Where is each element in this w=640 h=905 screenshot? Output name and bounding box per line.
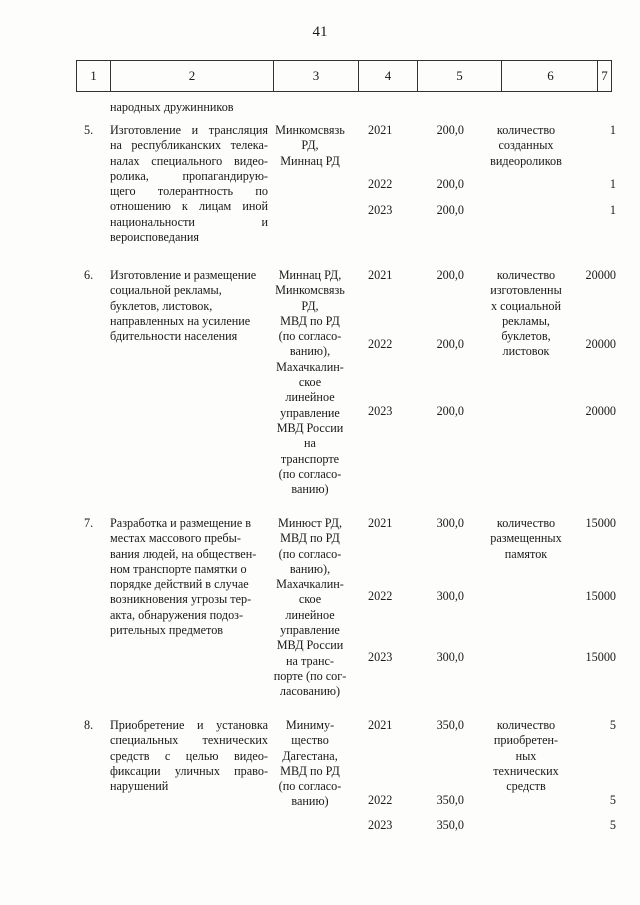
executor-line: управление xyxy=(280,405,340,420)
row-description xyxy=(110,268,268,344)
row-amount: 350,0 xyxy=(436,818,464,832)
indicator-line: видеороликов xyxy=(490,153,562,168)
row-description xyxy=(110,123,268,245)
row-year: 2022 xyxy=(368,177,393,191)
row-amount: 350,0 xyxy=(436,718,464,732)
description-line: щего толерантность по xyxy=(110,184,268,199)
row-number: 8. xyxy=(84,718,94,732)
row-amount: 350,0 xyxy=(436,793,464,807)
executor-line: МВД по РД xyxy=(280,763,340,778)
row-year: 2021 xyxy=(368,718,393,732)
description-line: порядке действий в случае xyxy=(110,577,249,592)
row-value: 15000 xyxy=(585,516,616,530)
indicator-line: количество xyxy=(496,718,556,732)
row-amount: 200,0 xyxy=(436,404,464,418)
executor-line: щество xyxy=(291,733,329,748)
row-year: 2023 xyxy=(368,404,393,418)
row-indicator xyxy=(478,123,574,169)
executor-line: (по согласо- xyxy=(278,466,342,481)
executor-line: МВД России xyxy=(276,420,344,435)
description-line: ролика, пропагандирую- xyxy=(110,168,268,183)
executor-line: Минкомсвязь xyxy=(275,283,345,298)
description-line: буклетов, листовок, xyxy=(110,298,213,313)
description-line: местах массового пребы- xyxy=(110,531,241,546)
row-year: 2023 xyxy=(368,650,393,664)
executor-line: МВД России xyxy=(276,638,344,653)
description-line: вероисповедания xyxy=(110,230,200,245)
executor-line: транспорте xyxy=(280,451,340,466)
row-value: 1 xyxy=(609,203,616,217)
indicator-line: изготовленны xyxy=(490,283,562,298)
executor-line: ванию), xyxy=(289,561,331,576)
indicator-line: средств xyxy=(506,779,546,794)
header-col-4: 4 xyxy=(358,61,417,91)
description-line: вания людей, на обществен- xyxy=(110,546,257,561)
executor-line: Миниму- xyxy=(285,718,335,732)
description-line: направленных на усиление xyxy=(110,313,251,328)
row-value: 15000 xyxy=(585,589,616,603)
description-line: национальности и xyxy=(110,214,268,229)
executor-line: РД, xyxy=(301,298,319,313)
description-line: рительных предметов xyxy=(110,623,224,638)
indicator-line: памяток xyxy=(504,546,548,561)
row-number: 5. xyxy=(84,123,94,137)
row-amount: 200,0 xyxy=(436,203,464,217)
description-line: возникновения угрозы тер- xyxy=(110,592,252,607)
row-description xyxy=(110,718,268,794)
executor-line: линейное xyxy=(285,607,335,622)
executor-line: ванию) xyxy=(291,794,329,809)
description-line: специальных технических xyxy=(110,733,268,748)
executor-line: Махачкалин- xyxy=(276,359,344,374)
row-amount: 200,0 xyxy=(436,268,464,282)
description-line: Разработка и размещение в xyxy=(110,516,252,530)
description-line: акта, обнаружения подоз- xyxy=(110,607,244,622)
executor-line: ское xyxy=(298,592,322,607)
row-number: 7. xyxy=(84,516,94,530)
row-year: 2021 xyxy=(368,268,393,282)
indicator-line: приобретен- xyxy=(493,733,559,748)
executor-line: Миннац РД xyxy=(280,153,340,168)
row-year: 2022 xyxy=(368,337,393,351)
indicator-line: ных xyxy=(515,748,537,763)
row-value: 5 xyxy=(609,718,616,732)
row-indicator xyxy=(478,718,574,794)
description-line: Изготовление и размещение xyxy=(110,268,257,282)
row-year: 2023 xyxy=(368,203,393,217)
header-col-1: 1 xyxy=(90,68,97,83)
executor-line: РД, xyxy=(301,138,319,153)
executor-line: (по согласо- xyxy=(278,329,342,344)
indicator-line: буклетов, xyxy=(501,329,551,344)
row-amount: 200,0 xyxy=(436,123,464,137)
page-number: 41 xyxy=(312,24,328,40)
row-number: 6. xyxy=(84,268,94,282)
executor-line: Миннац РД, xyxy=(278,268,342,282)
continuation-text: народных дружинников xyxy=(110,100,234,114)
row-value: 15000 xyxy=(585,650,616,664)
row-amount: 300,0 xyxy=(436,516,464,530)
description-line: нарушений xyxy=(110,779,169,794)
row-value: 20000 xyxy=(585,404,616,418)
description-line: налах специального видео- xyxy=(110,153,268,168)
executor-line: МВД по РД xyxy=(280,531,340,546)
executor-line: ванию), xyxy=(289,344,331,359)
executor-line: ванию) xyxy=(291,482,329,497)
indicator-line: количество xyxy=(496,268,556,282)
row-value: 1 xyxy=(609,177,616,191)
header-col-7: 7 xyxy=(597,61,611,91)
header-col-3: 3 xyxy=(273,61,358,91)
row-executor xyxy=(270,516,350,700)
indicator-line: листовок xyxy=(502,344,550,359)
indicator-line: размещенных xyxy=(490,531,562,546)
row-amount: 300,0 xyxy=(436,589,464,603)
row-value: 1 xyxy=(609,123,616,137)
row-year: 2023 xyxy=(368,818,393,832)
row-year: 2021 xyxy=(368,123,393,137)
executor-line: Махачкалин- xyxy=(276,577,344,592)
description-line: фиксации уличных право- xyxy=(110,763,268,778)
executor-line: Минкомсвязь xyxy=(275,123,345,137)
row-value: 20000 xyxy=(585,337,616,351)
row-amount: 200,0 xyxy=(436,177,464,191)
description-line: бдительности населения xyxy=(110,329,238,344)
row-value: 5 xyxy=(609,818,616,832)
indicator-line: технических xyxy=(493,763,559,778)
description-line: средств с целью видео- xyxy=(110,748,268,763)
indicator-line: количество xyxy=(496,516,556,530)
row-year: 2022 xyxy=(368,793,393,807)
executor-line: на xyxy=(304,436,316,451)
indicator-line: х социальной xyxy=(491,298,561,313)
description-line: ном транспорте памятки о xyxy=(110,561,247,576)
row-executor xyxy=(270,718,350,810)
header-col-2: 2 xyxy=(110,61,273,91)
description-line: Приобретение и установка xyxy=(110,718,268,732)
indicator-line: созданных xyxy=(498,138,554,153)
row-executor xyxy=(270,123,350,169)
executor-line: (по согласо- xyxy=(278,546,342,561)
executor-line: (по согласо- xyxy=(278,779,342,794)
header-col-6: 6 xyxy=(501,61,599,91)
description-line: социальной рекламы, xyxy=(110,283,222,298)
executor-line: на транс- xyxy=(286,653,334,668)
row-value: 5 xyxy=(609,793,616,807)
row-indicator xyxy=(478,516,574,562)
executor-line: Дагестана, xyxy=(282,748,338,763)
executor-line: Минюст РД, xyxy=(278,516,342,530)
row-value: 20000 xyxy=(585,268,616,282)
header-col-5: 5 xyxy=(417,61,501,91)
row-amount: 200,0 xyxy=(436,337,464,351)
row-executor xyxy=(270,268,350,497)
description-line: Изготовление и трансляция xyxy=(110,123,268,137)
executor-line: порте (по сог- xyxy=(273,668,347,683)
row-year: 2021 xyxy=(368,516,393,530)
description-line: на республиканских телека- xyxy=(110,138,268,153)
table-header xyxy=(76,60,612,92)
description-line: отношению к лицам иной xyxy=(110,199,268,214)
row-description xyxy=(110,516,268,638)
executor-line: МВД по РД xyxy=(280,313,340,328)
executor-line: линейное xyxy=(285,390,335,405)
row-amount: 300,0 xyxy=(436,650,464,664)
executor-line: ское xyxy=(298,375,322,390)
executor-line: ласованию) xyxy=(279,684,341,699)
row-indicator xyxy=(478,268,574,360)
row-year: 2022 xyxy=(368,589,393,603)
indicator-line: рекламы, xyxy=(502,313,550,328)
executor-line: управление xyxy=(280,623,340,638)
indicator-line: количество xyxy=(496,123,556,137)
